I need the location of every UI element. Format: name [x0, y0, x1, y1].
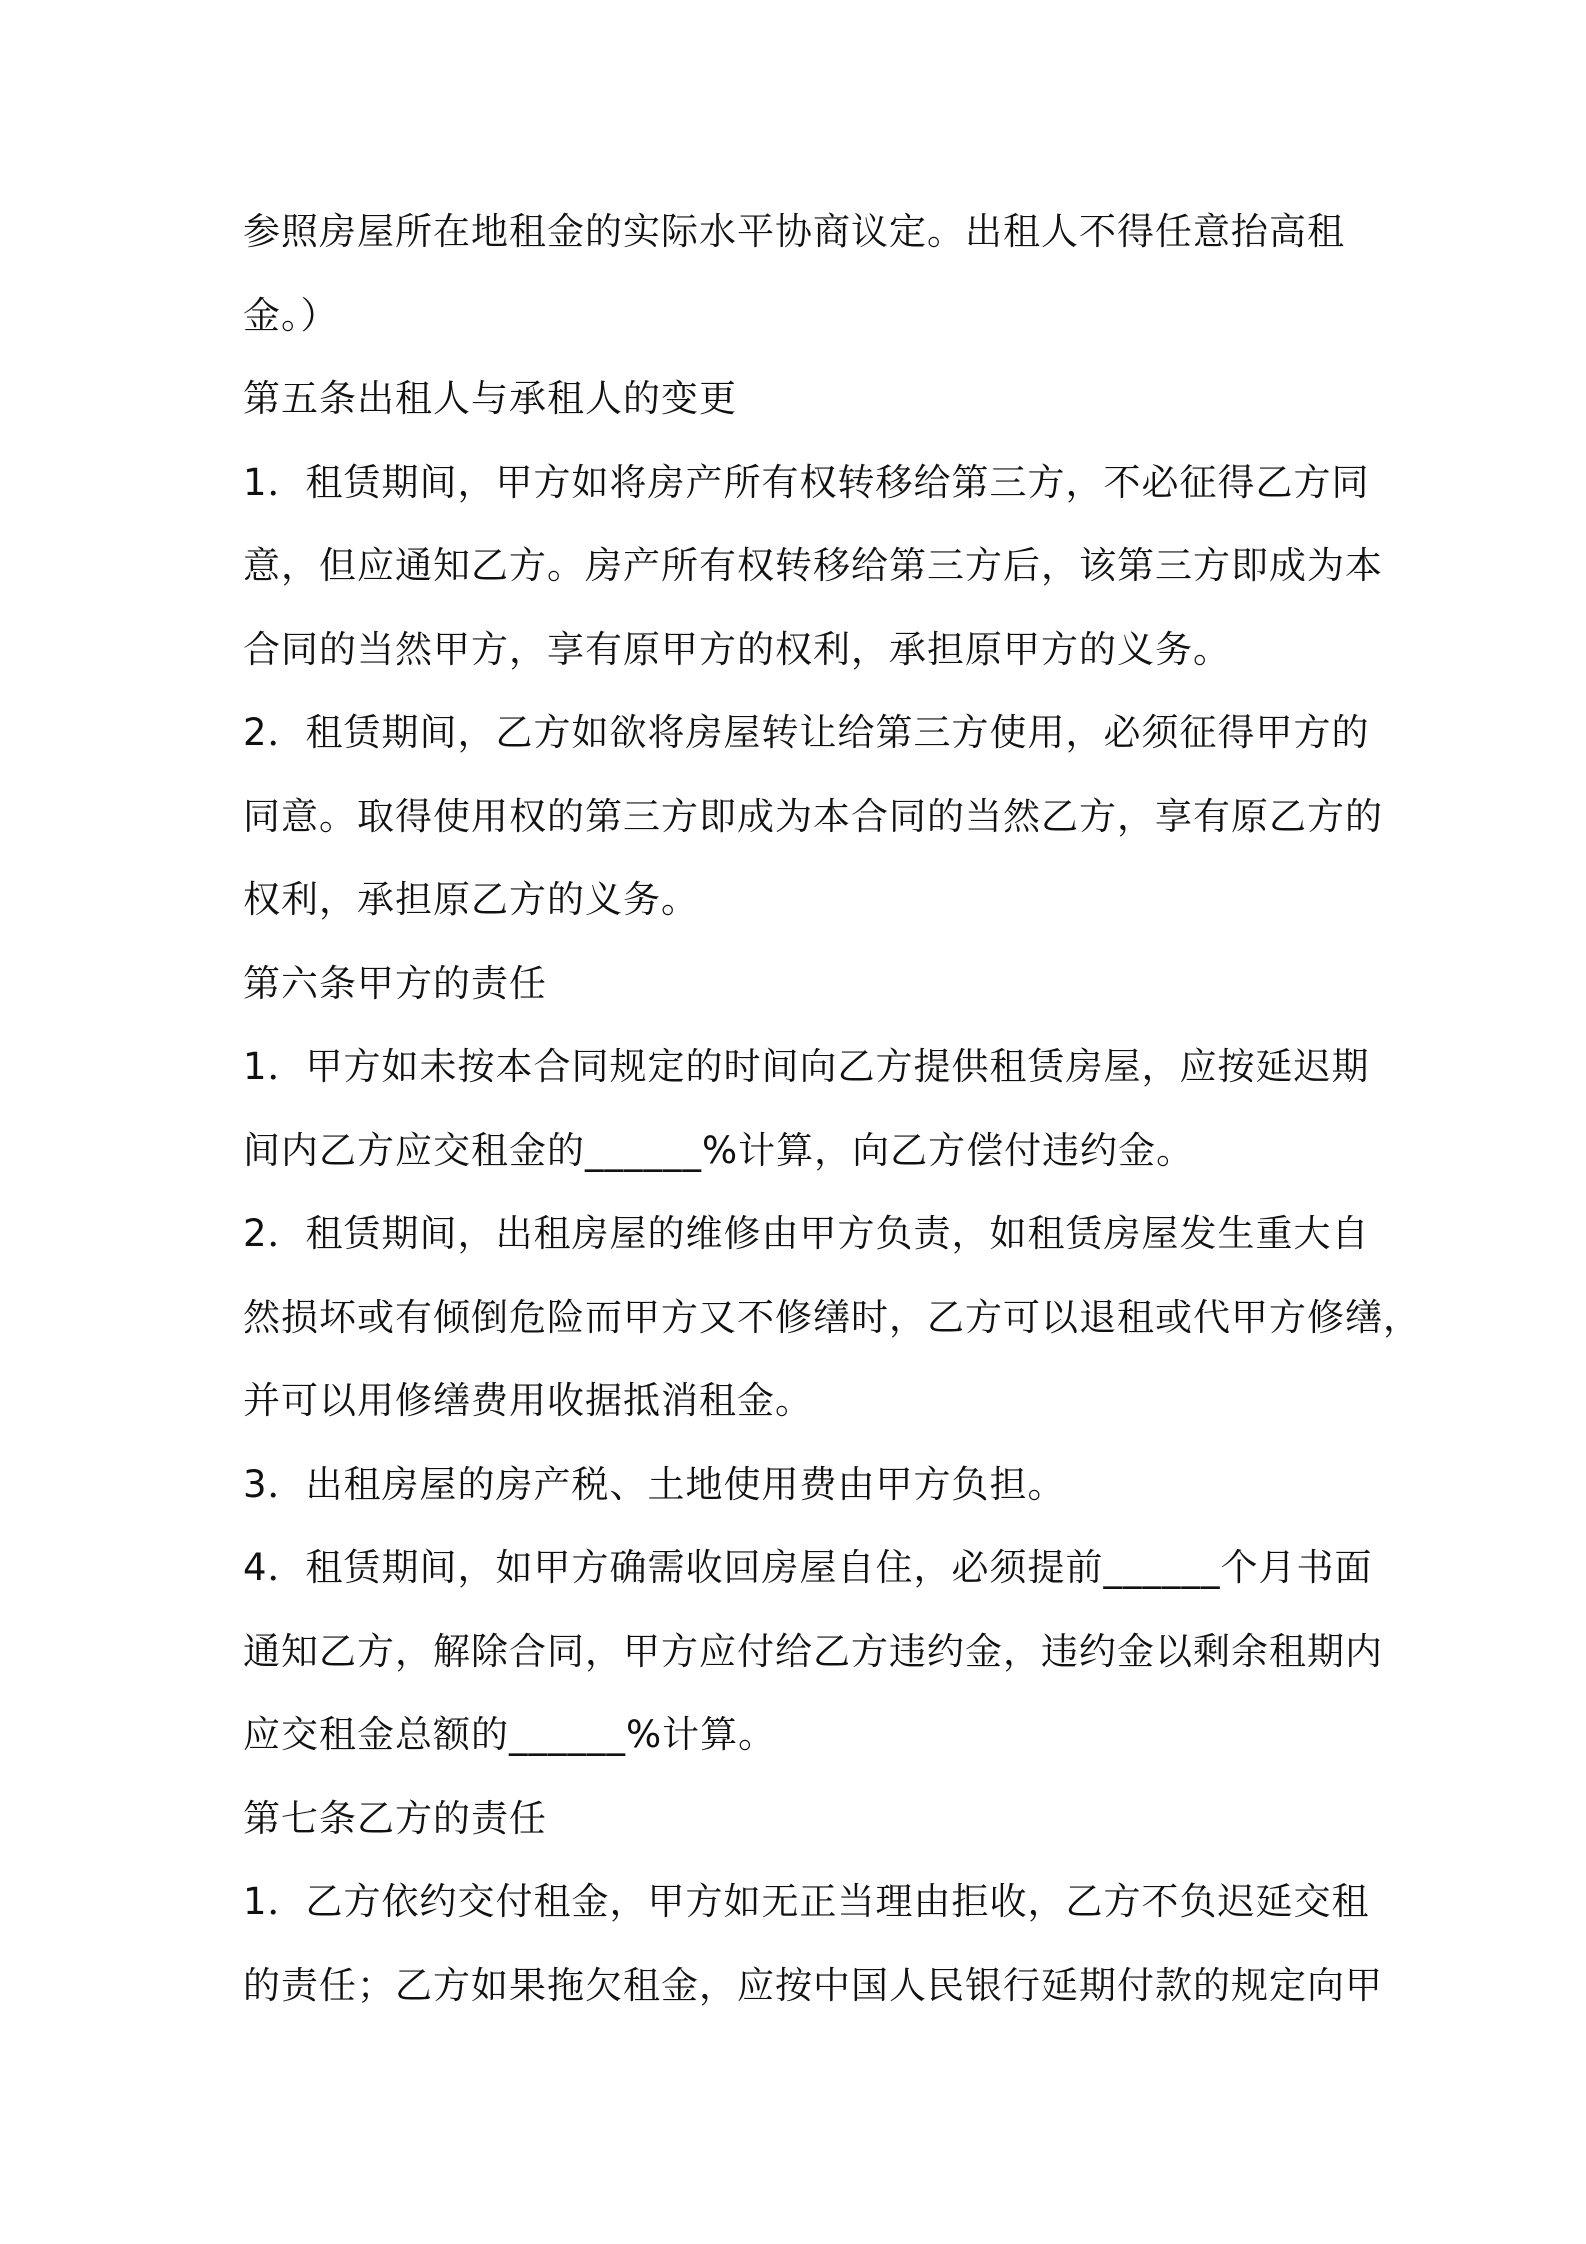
text-line: 的责任；乙方如果拖欠租金，应按中国人民银行延期付款的规定向甲 — [243, 1963, 1383, 2007]
text-line: 同意。取得使用权的第三方即成为本合同的当然乙方，享有原乙方的 — [243, 794, 1383, 838]
text-line: 1．甲方如未按本合同规定的时间向乙方提供租赁房屋，应按延迟期 — [243, 1045, 1370, 1088]
document-body — [243, 196, 1421, 2033]
text-line: 合同的当然甲方，享有原甲方的权利，承担原甲方的义务。 — [243, 627, 1231, 671]
text-line: 参照房屋所在地租金的实际水平协商议定。出租人不得任意抬高租 — [243, 210, 1345, 253]
text-line: 并可以用修缮费用收据抵消租金。 — [243, 1379, 813, 1422]
text-line: 意，但应通知乙方。房产所有权转移给第三方后，该第三方即成为本 — [243, 544, 1383, 587]
section-heading-7: 第七条乙方的责任 — [243, 1796, 547, 1840]
text-line: 2．租赁期间，出租房屋的维修由甲方负责，如租赁房屋发生重大自 — [243, 1212, 1370, 1255]
text-line: 金。） — [243, 293, 339, 337]
section-heading-5: 第五条出租人与承租人的变更 — [243, 377, 737, 420]
text-line: 2．租赁期间，乙方如欲将房屋转让给第三方使用，必须征得甲方的 — [243, 711, 1370, 754]
text-line: 1．乙方依约交付租金，甲方如无正当理由拒收，乙方不负迟延交租 — [243, 1880, 1370, 1923]
text-line: 间内乙方应交租金的______%计算，向乙方偿付违约金。 — [243, 1128, 1195, 1172]
text-line: 应交租金总额的______%计算。 — [243, 1713, 777, 1756]
text-line: 通知乙方，解除合同，甲方应付给乙方违约金，违约金以剩余租期内 — [243, 1629, 1383, 1673]
text-line: 1．租赁期间，甲方如将房产所有权转移给第三方，不必征得乙方同 — [243, 460, 1370, 504]
text-line: 4．租赁期间，如甲方确需收回房屋自住，必须提前______个月书面 — [243, 1546, 1373, 1589]
text-line: 3．出租房屋的房产税、土地使用费由甲方负担。 — [243, 1462, 1066, 1506]
text-line: 权利，承担原乙方的义务。 — [243, 878, 699, 921]
section-heading-6: 第六条甲方的责任 — [243, 961, 547, 1005]
text-line: 然损坏或有倾倒危险而甲方又不修缮时，乙方可以退租或代甲方修缮， — [243, 1295, 1421, 1339]
